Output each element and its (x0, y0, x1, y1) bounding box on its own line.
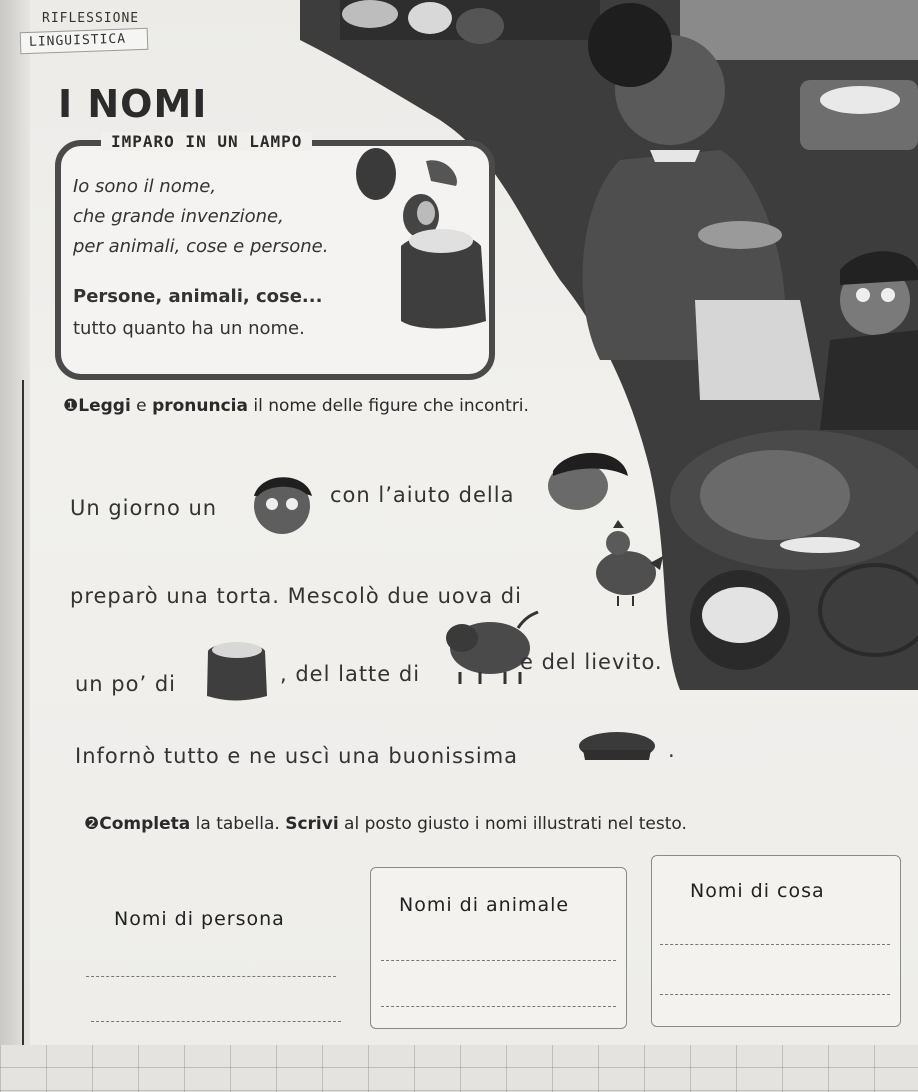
exercise-2-text-1: la tabella. (190, 814, 286, 834)
page-title: I NOMI (58, 82, 208, 126)
poem-line-4: Persone, animali, cose... (73, 286, 323, 307)
column-persons (85, 885, 347, 1047)
story-line-2: preparò una torta. Mescolò due uova di (70, 584, 522, 608)
notebook-grid (0, 1045, 918, 1092)
exercise-1-text-1: e (130, 396, 153, 416)
write-line-persons-1[interactable] (86, 976, 336, 977)
cake-picture-icon (575, 720, 659, 764)
write-line-animals-2[interactable] (381, 1006, 616, 1007)
column-header-persons: Nomi di persona (114, 908, 285, 930)
story-line-3c: e del lievito. (520, 650, 663, 674)
exercise-2-number: ❷ (84, 814, 100, 834)
poem-box (55, 132, 495, 380)
poem-line-5: tutto quanto ha un nome. (73, 318, 305, 339)
poem-line-1: Io sono il nome, (73, 176, 217, 197)
margin-line (22, 380, 24, 1060)
exercise-2-instruction (84, 814, 687, 834)
nouns-table (75, 855, 910, 1025)
story-line-1b: con l’aiuto della (330, 483, 515, 507)
cow-picture-icon (440, 606, 540, 686)
column-animals (370, 867, 627, 1029)
write-line-animals-1[interactable] (381, 960, 616, 961)
poem-heading: IMPARO IN UN LAMPO (101, 132, 312, 151)
write-line-things-2[interactable] (660, 994, 890, 995)
write-line-persons-2[interactable] (91, 1021, 341, 1022)
section-label-1: RIFLESSIONE (42, 11, 140, 26)
exercise-1-bold-1: Leggi (78, 396, 131, 416)
hen-picture-icon (588, 518, 666, 608)
story-line-3b: , del latte di (280, 662, 421, 686)
story-line-1a: Un giorno un (70, 496, 218, 520)
exercise-1-text-2: il nome delle figure che incontri. (247, 396, 529, 416)
poem-line-3: per animali, cose e persone. (73, 236, 329, 257)
flour-picture-icon (203, 636, 269, 702)
section-label-2: LINGUISTICA (20, 28, 149, 54)
write-line-things-1[interactable] (660, 944, 890, 945)
column-header-things: Nomi di cosa (690, 880, 825, 902)
boy-picture-icon (246, 466, 318, 536)
exercise-1-number: ❶ (63, 396, 79, 416)
exercise-2-bold-2: Scrivi (285, 814, 339, 834)
exercise-1-instruction (63, 396, 529, 416)
mom-picture-icon (538, 446, 632, 514)
story-line-3a: un po’ di (75, 672, 176, 696)
column-things (651, 855, 901, 1027)
section-badge (20, 10, 170, 72)
exercise-1-bold-2: pronuncia (152, 396, 248, 416)
column-header-animals: Nomi di animale (399, 894, 570, 916)
eggs-flour-illustration (346, 146, 491, 336)
page-edge (0, 0, 30, 1060)
poem-line-2: che grande invenzione, (73, 206, 284, 227)
exercise-2-text-2: al posto giusto i nomi illustrati nel testo. (338, 814, 687, 834)
story-line-4: Infornò tutto e ne uscì una buonissima (75, 744, 519, 768)
story-line-4-end: . (668, 738, 676, 762)
exercise-2-bold-1: Completa (99, 814, 191, 834)
